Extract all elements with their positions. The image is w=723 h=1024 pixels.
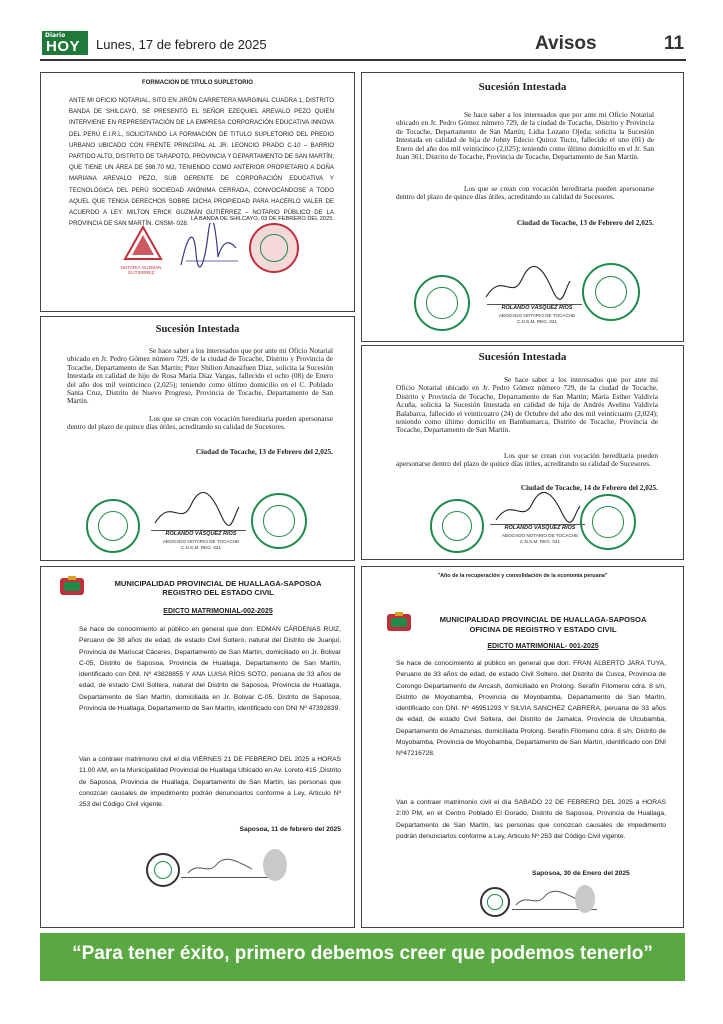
notice-title: Sucesión Intestada — [478, 351, 567, 363]
signature-icon — [482, 261, 572, 306]
signature-icon — [514, 889, 584, 909]
logo-small-text: Diario — [45, 32, 66, 39]
notice-date: Saposoa, 11 de febrero del 2025 — [239, 826, 341, 833]
notice-date: Ciudad de Tocache, 13 de Febrero del 2,025. — [516, 218, 654, 227]
notary-seal-icon — [414, 275, 470, 331]
notice-titulo-supletorio — [40, 72, 355, 312]
notice-edicto-001 — [361, 566, 684, 928]
newspaper-logo — [42, 31, 88, 55]
signature-icon — [176, 223, 246, 273]
municipal-logo-icon — [59, 575, 85, 597]
issue-date: Lunes, 17 de febrero de 2025 — [96, 37, 267, 52]
notice-body-2: Los que se crean con vocación hereditaria pueden apersonarse dentro del plazo de quince días útiles, acreditando su calidad de Sucesores. — [67, 414, 333, 432]
footer-banner — [40, 933, 685, 981]
notary-caption: NOTARIA GUZMAN GUTIERREZ — [120, 265, 162, 275]
notice-body: Se hace saber a los interesados que por ante mi Oficio Notarial ubicado en Jr. Pedro Gómez número 729, de la ciudad de Tocache, Distrito y Provincia de Tocache, Departamento de San Martín; Lidia Lozano Ojeda; solicita la Sucesión Intestada en calidad de hija de Johny Edecio Quiroz Tucto, fallecido el uno (01) de Enero del año dos mil veinticinco (2,025); teniendo como último domicilio en el Jr. San Juan 361, Distrito de Tocache, Provincia de Tocache, Departamento de San Martín. — [396, 110, 654, 162]
municipal-logo-icon — [386, 611, 412, 633]
notice-date: LA BANDA DE SHILCAYO, 03 DE FEBRERO DEL 2025. — [190, 216, 334, 222]
notice-sucesion-lozano — [361, 72, 684, 342]
year-motto: "Año de la recuperación y consolidación de la economía peruana" — [437, 573, 608, 579]
notice-title: Sucesión Intestada — [478, 81, 567, 93]
notice-body-2: Van a contraer matrimonio civil el día VIERNES 21 DE FEBRERO DEL 2025 a HORAS 11.00 AM, en la Municipalidad Provincial de Huallaga Ubicado en Av. Loreto 415 ,Distrito de Saposoa, Provincia de Huallaga, Departamento de San Martín, las personas que conozcan causales de impedimento podrán denunciarlos conforme a Ley, Articulo Nº 253 del Código Civil vigente. — [79, 756, 341, 809]
signature-icon — [492, 488, 582, 528]
notary-seal-icon — [249, 223, 299, 273]
notice-title: Sucesión Intestada — [155, 324, 240, 335]
notice-body-2: Van a contraer matrimonio civil el día SABADO 22 DE FEBRERO DEL 2025 a HORAS 2:00 PM, en el Centro Poblado El Dorado, Distrito de Saposoa, Provincia de Huallaga, Departamento de San Martín, las personas que conozcan causales de impedimento podrán denunciarlos conforme a Ley, Articulo Nº 253 del Código Civil vigente. — [396, 799, 666, 840]
signature-icon — [186, 857, 256, 877]
notice-body: Se hace de conocimiento al público en general que don: FRAN ALBERTO JARA TUYA, Peruano de 33 años de edad, de estado Civil Soltero, del Distrito de Cusca, Provincia de Corongo Departamento de Ancash, domiciliado en Prolong. Serafín Filomeno cdra. 8 s/n, Distrito de Moyobamba, Provincia de Moyobamba, Departamento de San Martín, identificado con DNI. Nº 46951293 Y SILVIA SANCHEZ CABRERA, peruana de 33 años de edad, de estado Civil Soltera, del Distrito de Jamalca, Provincia de Utcubamba, Departamento de Amazonas, domiciliada Prolong. Serafín Filomeno cdra. 8 s/n, Distrito de Moyobamba, Provincia de Moyobamba, Departamento de San Martín, identificado con DNI Nº47216728. — [396, 660, 666, 758]
org-name: MUNICIPALIDAD PROVINCIAL DE HUALLAGA-SAPOSOA — [114, 579, 322, 588]
notice-date: Saposoa, 30 de Enero del 2025 — [532, 870, 630, 877]
notice-body: Se hace saber a los interesados que por ante mi Oficio Notarial ubicado en Jr. Pedro Gómez número 729, de la ciudad de Tocache, Distrito y Provincia de Tocache, Departamento de San Martín; Piter Shilton Amasifuen Díaz, solicita la Sucesión Intestada en calidad de hijo de Rosa María Díaz Vargas, fallecido el ocho (08) de Enero del año dos mil veinticinco (2,025); teniendo como último domicilio en el C. Poblado Santa Cruz, Distrito de Nuevo Progreso, Provincia de Tocache, Departamento de San Martín. — [67, 346, 333, 406]
notary-stamp-icon — [121, 225, 165, 263]
notice-title: EDICTO MATRIMONIAL-002-2025 — [163, 608, 273, 615]
signer-role: ABOGADO NOTARIO DE TOCACHE — [162, 539, 240, 544]
footer-quote: “Para tener éxito, primero debemos creer que podemos tenerlo” — [72, 943, 653, 964]
signer-registry: C.N.S.M. REG. 021 — [519, 539, 561, 544]
org-department: REGISTRO DEL ESTADO CIVIL — [162, 588, 274, 597]
header-rule — [40, 59, 686, 61]
signer-name: ROLANDO VÁSQUEZ RÍOS — [165, 531, 237, 537]
notice-body: ANTE MI OFICIO NOTARIAL, SITO EN JIRÓN CARRETERA MARGINAL CUADRA 1, DISTRITO BANDA DE SHILCAYO, SE PRESENTÓ EL SEÑOR EZEQUIEL AREVALO PEZO QUIEN INTERVIENE EN REPRESENTACIÓN DE LA EMPRESA CORPORACIÓN EDUCATIVA INNOVA DEL PERÚ E.I.R.L, SOLICITANDO LA FORMACIÓN DE TITULO SUPLETORIO DEL PREDIO URBANO UBICADO CON FRENTE PRINCIPAL AL JR. LEONCIO PRADO C-10 – BARRIO PARTIDO ALTO, DISTRITO DE TARAPOTO, PROVINCIA Y DEPARTAMENTO DE SAN MARTÍN; QUE TIENE UN ÁREA DE 598.70 M2, TENIENDO COMO ANTERIOR PROPIETARIO A DOÑA MARIANA AREVALO PEZO, SUB GERENTE DE CORPORACIÓN EDUCATIVA Y TECNOLÓGICA DEL PERÚ SOCIEDAD ANÓNIMA CERRADA, CONVOCÁNDOSE A TODO AQUEL QUE TENGA DERECHOS SOBRE DICHA PROPIEDAD PARA HACERLO VALER DE ACUERDO A LEY. MILTON ERICK GUZMÁN GUTIÉRREZ – NOTARIO PÚBLICO DE LA PROVINCIA DE SAN MARTÍN. CNSM- 028. — [69, 97, 334, 228]
org-name: MUNICIPALIDAD PROVINCIAL DE HUALLAGA-SAPOSOA — [439, 615, 647, 624]
org-department: OFICINA DE REGISTRO Y ESTADO CIVIL — [469, 625, 617, 634]
signature-line — [181, 877, 271, 878]
notice-edicto-002 — [40, 566, 355, 928]
notice-body-2: Los que se crean con vocación hereditaria pueden apersonarse dentro del plazo de quince días útiles, acreditando su calidad de Sucesores. — [396, 184, 654, 202]
registry-seal-icon — [146, 853, 180, 887]
signer-registry: C.N.S.M. REG. 021 — [180, 545, 222, 550]
notice-sucesion-amasifuen — [40, 316, 355, 561]
notice-date: Ciudad de Tocache, 14 de Febrero del 2,025. — [520, 483, 658, 492]
registry-seal-icon — [480, 887, 510, 917]
fingerprint-icon — [575, 885, 595, 913]
notice-body: Se hace saber a los interesados que por ante mi Oficio Notarial ubicado en Jr. Pedro Gómez número 729, de la ciudad de Tocache, Distrito y Provincia de Tocache, Departamento de San Martín; María Esther Valdivia Acuña, solicita la Sucesión Intestada en calidad de hija de Andrés Avelino Valdivia Balabarca, fallecido el veinticuatro (24) de Octubre del año dos mil veinticuatro (2,024); teniendo como último domicilio en Bambamarca, Distrito de Tocache, Provincia de Tocache, Departamento de San Martín. — [396, 375, 658, 435]
signer-role: ABOGADO NOTARIO DE TOCACHE — [498, 313, 576, 318]
logo-big-text: HOY — [46, 38, 81, 55]
notice-title: EDICTO MATRIMONIAL- 001-2025 — [487, 643, 599, 650]
signer-registry: C.N.S.M. REG. 021 — [516, 319, 558, 324]
notice-sucesion-valdivia — [361, 345, 684, 560]
notice-body-2: Los que se crean con vocación hereditaria pueden apersonarse dentro del plazo de quince días útiles, acreditando su calidad de Sucesores. — [396, 451, 658, 469]
page-number: 11 — [664, 33, 685, 54]
notice-date: Ciudad de Tocache, 13 de Febrero del 2,025. — [195, 447, 333, 456]
notice-body: Se hace de conocimiento al público en general que don: EDMAN CÁRDENAS RUIZ, Peruano de 38 años de edad, de estado Civil Soltero, natural del Distrito de Juanjuí, Provincia de Mariscal Cáceres, Departamento de San Martín, domiciliado en Jr. Bolivar C-05, Distrito de Saposoa, Provincia de Huallaga, Departamento de San Martín, identificado con DNI. Nº 43828855 Y ANA LUISA RÍOS SOTO, peruana de 33 años de edad, de estado Civil Soltera, natural del Distrito de Saposoa, Provincia de Huallaga, Departamento de San Martín, domiciliada en Jr. Bolivar C-05. Distrito de Saposoa, Provincia de Huallaga, Departamento de San Martín, identificado con DNI Nº 47392839. — [79, 626, 341, 713]
fingerprint-icon — [263, 849, 287, 881]
notary-seal-icon — [86, 499, 140, 553]
signer-role: ABOGADO NOTARIO DE TOCACHE — [501, 533, 579, 538]
signer-name: ROLANDO VÁSQUEZ RÍOS — [504, 525, 576, 531]
signature-icon — [151, 487, 241, 532]
section-title: Avisos — [535, 33, 597, 54]
signer-name: ROLANDO VÁSQUEZ RÍOS — [501, 305, 573, 311]
notice-title: FORMACION DE TITULO SUPLETORIO — [142, 80, 253, 86]
